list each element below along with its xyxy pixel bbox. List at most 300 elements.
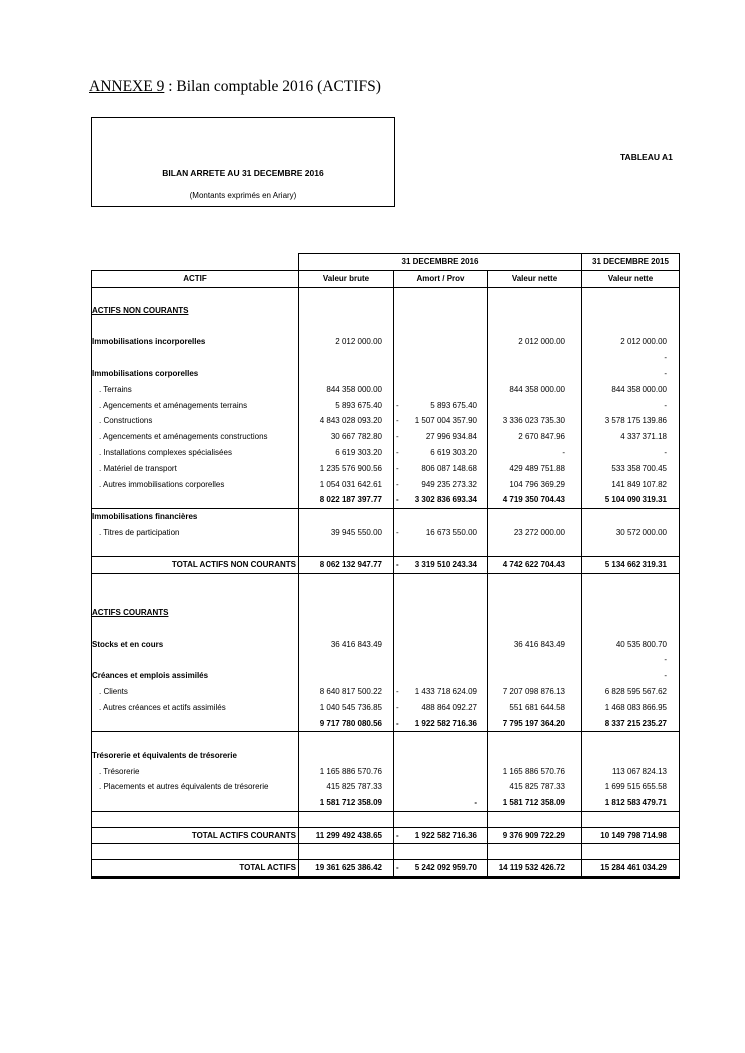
amort-prov xyxy=(394,398,488,414)
table-row xyxy=(92,445,680,461)
amort-prov xyxy=(394,589,488,605)
row-label xyxy=(92,492,299,508)
amort-prov xyxy=(394,652,488,668)
table-row xyxy=(92,429,680,445)
valeur-nette-2015-value: 113 067 824.13 xyxy=(611,766,667,776)
valeur-brute-value: 19 361 625 386.42 xyxy=(315,863,382,873)
row-label: . Autres créances et actifs assimilés xyxy=(92,700,299,716)
row-label xyxy=(92,652,299,668)
valeur-nette-2016 xyxy=(488,287,582,303)
valeur-nette-2015 xyxy=(582,589,680,605)
valeur-nette-2015 xyxy=(582,700,680,716)
valeur-brute-value: 415 825 787.33 xyxy=(326,782,382,792)
amort-prov xyxy=(394,541,488,557)
valeur-nette-2016 xyxy=(488,319,582,335)
currency-note: (Montants exprimés en Ariary) xyxy=(189,191,297,200)
period-2016: 31 DECEMBRE 2016 xyxy=(299,254,582,271)
row-label xyxy=(92,795,299,811)
valeur-brute-value: 30 667 782.80 xyxy=(330,432,382,442)
valeur-nette-2016 xyxy=(488,844,582,860)
valeur-nette-2015-value: - xyxy=(664,671,667,681)
valeur-brute xyxy=(299,827,394,844)
valeur-nette-2015 xyxy=(582,287,680,303)
table-row xyxy=(92,652,680,668)
valeur-nette-2016-value: 7 795 197 364.20 xyxy=(502,718,565,728)
valeur-nette-2016 xyxy=(488,573,582,589)
amort-prov xyxy=(394,461,488,477)
valeur-nette-2016 xyxy=(488,350,582,366)
valeur-nette-2016 xyxy=(488,589,582,605)
sign-dash: - xyxy=(396,718,399,728)
valeur-nette-2016-value: 429 489 751.88 xyxy=(509,463,565,473)
valeur-nette-2015 xyxy=(582,303,680,319)
table-row xyxy=(92,605,680,621)
table-row xyxy=(92,525,680,541)
valeur-brute xyxy=(299,509,394,525)
valeur-nette-2015 xyxy=(582,445,680,461)
valeur-brute xyxy=(299,492,394,508)
valeur-nette-2016 xyxy=(488,477,582,493)
blank-row xyxy=(92,589,680,605)
valeur-nette-2015-value: - xyxy=(664,400,667,410)
amort-prov-value: 3 319 510 243.34 xyxy=(414,560,477,570)
valeur-nette-2016-value: 23 272 000.00 xyxy=(513,528,565,538)
row-label: TOTAL ACTIFS xyxy=(92,860,299,878)
valeur-nette-2016 xyxy=(488,557,582,574)
amort-prov xyxy=(394,509,488,525)
amort-prov xyxy=(394,827,488,844)
valeur-nette-2015-value: 2 012 000.00 xyxy=(620,337,667,347)
sign-dash: - xyxy=(396,863,399,873)
amort-prov-value: 5 242 092 959.70 xyxy=(414,863,477,873)
amort-prov xyxy=(394,700,488,716)
amort-prov xyxy=(394,795,488,811)
table-row xyxy=(92,413,680,429)
valeur-nette-2015 xyxy=(582,748,680,764)
table-row xyxy=(92,748,680,764)
valeur-nette-2016 xyxy=(488,541,582,557)
annex-caption: : Bilan comptable 2016 (ACTIFS) xyxy=(164,78,381,95)
amort-prov-value: 1 922 582 716.36 xyxy=(414,830,477,840)
valeur-brute-value: 1 235 576 900.56 xyxy=(319,463,382,473)
table-reference: TABLEAU A1 xyxy=(620,152,673,162)
valeur-nette-2015-value: 1 468 083 866.95 xyxy=(604,702,667,712)
valeur-nette-2015 xyxy=(582,573,680,589)
table-row xyxy=(92,334,680,350)
sign-dash: - xyxy=(396,416,399,426)
valeur-nette-2015 xyxy=(582,811,680,827)
valeur-brute xyxy=(299,525,394,541)
amort-prov xyxy=(394,860,488,878)
table-row xyxy=(92,492,680,508)
valeur-brute-value: 1 165 886 570.76 xyxy=(319,766,382,776)
valeur-nette-2016 xyxy=(488,732,582,748)
amort-prov xyxy=(394,573,488,589)
valeur-nette-2015-value: 1 699 515 655.58 xyxy=(604,782,667,792)
row-label: ACTIFS COURANTS xyxy=(92,605,299,621)
table-row xyxy=(92,668,680,684)
valeur-nette-2015 xyxy=(582,779,680,795)
table-row xyxy=(92,637,680,653)
valeur-nette-2016-value: 2 670 847.96 xyxy=(518,432,565,442)
period-header-empty xyxy=(92,254,299,271)
valeur-nette-2016 xyxy=(488,637,582,653)
amort-prov-value: 6 619 303.20 xyxy=(430,448,477,458)
valeur-nette-2016 xyxy=(488,700,582,716)
valeur-nette-2015-value: - xyxy=(664,448,667,458)
valeur-nette-2015 xyxy=(582,477,680,493)
sign-dash: - xyxy=(396,432,399,442)
valeur-nette-2016 xyxy=(488,668,582,684)
amort-prov xyxy=(394,732,488,748)
valeur-brute xyxy=(299,652,394,668)
sign-dash: - xyxy=(396,400,399,410)
valeur-nette-2016 xyxy=(488,860,582,878)
row-label: Créances et emplois assimilés xyxy=(92,668,299,684)
amort-prov xyxy=(394,684,488,700)
table-row xyxy=(92,795,680,811)
valeur-brute xyxy=(299,589,394,605)
valeur-nette-2016-value: 4 742 622 704.43 xyxy=(502,560,565,570)
row-label: . Constructions xyxy=(92,413,299,429)
table-row xyxy=(92,477,680,493)
table-row xyxy=(92,779,680,795)
valeur-nette-2015 xyxy=(582,398,680,414)
sign-dash: - xyxy=(396,495,399,505)
row-label xyxy=(92,844,299,860)
valeur-nette-2016 xyxy=(488,525,582,541)
blank-row xyxy=(92,732,680,748)
valeur-nette-2016 xyxy=(488,382,582,398)
table-row xyxy=(92,382,680,398)
table-row xyxy=(92,684,680,700)
valeur-brute xyxy=(299,477,394,493)
amort-prov xyxy=(394,366,488,382)
sign-dash: - xyxy=(396,448,399,458)
valeur-nette-2016-value: 3 336 023 735.30 xyxy=(502,416,565,426)
valeur-nette-2016-value: 2 012 000.00 xyxy=(518,337,565,347)
row-label: . Matériel de transport xyxy=(92,461,299,477)
amort-prov xyxy=(394,445,488,461)
valeur-nette-2015-value: - xyxy=(664,353,667,363)
period-header-row xyxy=(92,254,680,271)
row-label xyxy=(92,287,299,303)
valeur-nette-2016-value: 9 376 909 722.29 xyxy=(502,830,565,840)
amort-prov xyxy=(394,748,488,764)
amort-prov-value: 1 922 582 716.36 xyxy=(414,718,477,728)
valeur-nette-2015-value: 10 149 798 714.98 xyxy=(600,830,667,840)
sign-dash: - xyxy=(396,479,399,489)
annex-label: ANNEXE 9 xyxy=(89,78,165,95)
sign-dash: - xyxy=(396,687,399,697)
amort-prov xyxy=(394,525,488,541)
valeur-nette-2016-value: 14 119 532 426.72 xyxy=(498,863,565,873)
amort-prov xyxy=(394,716,488,732)
valeur-nette-2016 xyxy=(488,366,582,382)
valeur-nette-2015 xyxy=(582,795,680,811)
valeur-nette-2016 xyxy=(488,445,582,461)
amort-prov xyxy=(394,637,488,653)
valeur-brute-value: 11 299 492 438.65 xyxy=(315,830,382,840)
row-label: . Terrains xyxy=(92,382,299,398)
col-header-valeur-brute: Valeur brute xyxy=(299,270,394,287)
valeur-brute xyxy=(299,605,394,621)
sign-dash: - xyxy=(396,528,399,538)
valeur-nette-2016 xyxy=(488,413,582,429)
valeur-nette-2016-value: 551 681 644.58 xyxy=(509,702,565,712)
amort-prov-value: 3 302 836 693.34 xyxy=(414,495,477,505)
valeur-brute-value: 6 619 303.20 xyxy=(335,448,382,458)
row-label xyxy=(92,541,299,557)
valeur-nette-2016 xyxy=(488,334,582,350)
valeur-brute xyxy=(299,319,394,335)
row-label xyxy=(92,319,299,335)
valeur-nette-2016-value: - xyxy=(562,448,565,458)
row-label xyxy=(92,811,299,827)
valeur-brute xyxy=(299,779,394,795)
valeur-nette-2016 xyxy=(488,492,582,508)
table-row xyxy=(92,700,680,716)
valeur-nette-2015 xyxy=(582,652,680,668)
valeur-nette-2015 xyxy=(582,413,680,429)
amort-prov-value: 27 996 934.84 xyxy=(425,432,477,442)
valeur-nette-2015-value: 15 284 461 034.29 xyxy=(600,863,667,873)
valeur-nette-2015-value: - xyxy=(664,369,667,379)
row-label: Immobilisations corporelles xyxy=(92,366,299,382)
valeur-nette-2015 xyxy=(582,684,680,700)
valeur-brute xyxy=(299,621,394,637)
valeur-nette-2015 xyxy=(582,605,680,621)
valeur-brute xyxy=(299,429,394,445)
row-label: . Placements et autres équivalents de trésorerie xyxy=(92,779,299,795)
valeur-brute xyxy=(299,557,394,574)
valeur-nette-2015 xyxy=(582,621,680,637)
col-header-actif: ACTIF xyxy=(92,270,299,287)
blank-row xyxy=(92,811,680,827)
valeur-nette-2015 xyxy=(582,844,680,860)
amort-prov xyxy=(394,557,488,574)
amort-prov xyxy=(394,287,488,303)
amort-prov xyxy=(394,621,488,637)
valeur-nette-2015 xyxy=(582,319,680,335)
balance-sheet-table xyxy=(91,253,680,879)
valeur-brute xyxy=(299,811,394,827)
valeur-brute xyxy=(299,334,394,350)
valeur-nette-2015-value: 5 104 090 319.31 xyxy=(604,495,667,505)
valeur-nette-2015 xyxy=(582,492,680,508)
valeur-brute xyxy=(299,844,394,860)
period-2015: 31 DECEMBRE 2015 xyxy=(582,254,680,271)
amort-prov xyxy=(394,811,488,827)
valeur-nette-2015 xyxy=(582,541,680,557)
valeur-nette-2015 xyxy=(582,461,680,477)
col-header-valeur-nette-2016: Valeur nette xyxy=(488,270,582,287)
valeur-nette-2015-value: 5 134 662 319.31 xyxy=(604,560,667,570)
amort-prov-value: 16 673 550.00 xyxy=(425,528,477,538)
blank-row xyxy=(92,621,680,637)
valeur-brute xyxy=(299,303,394,319)
row-label: Stocks et en cours xyxy=(92,637,299,653)
row-label xyxy=(92,621,299,637)
valeur-nette-2016 xyxy=(488,716,582,732)
valeur-brute xyxy=(299,748,394,764)
valeur-nette-2015 xyxy=(582,860,680,878)
table-row xyxy=(92,764,680,780)
valeur-nette-2015 xyxy=(582,350,680,366)
valeur-nette-2015 xyxy=(582,668,680,684)
row-label: . Installations complexes spécialisées xyxy=(92,445,299,461)
blank-row xyxy=(92,319,680,335)
valeur-brute xyxy=(299,637,394,653)
valeur-nette-2015-value: 533 358 700.45 xyxy=(611,463,667,473)
row-label: TOTAL ACTIFS NON COURANTS xyxy=(92,557,299,574)
amort-prov xyxy=(394,413,488,429)
valeur-nette-2015 xyxy=(582,334,680,350)
table-row xyxy=(92,860,680,878)
valeur-nette-2016 xyxy=(488,779,582,795)
valeur-nette-2015-value: 141 849 107.82 xyxy=(611,479,667,489)
row-label: Trésorerie et équivalents de trésorerie xyxy=(92,748,299,764)
table-row xyxy=(92,303,680,319)
valeur-brute xyxy=(299,541,394,557)
table-row xyxy=(92,509,680,525)
valeur-brute-value: 1 054 031 642.61 xyxy=(319,479,382,489)
valeur-brute-value: 4 843 028 093.20 xyxy=(319,416,382,426)
valeur-nette-2016 xyxy=(488,748,582,764)
valeur-nette-2015-value: 40 535 800.70 xyxy=(615,639,667,649)
valeur-nette-2015 xyxy=(582,557,680,574)
amort-prov xyxy=(394,429,488,445)
blank-row xyxy=(92,573,680,589)
amort-prov xyxy=(394,319,488,335)
table-row xyxy=(92,398,680,414)
amort-prov-value: - xyxy=(474,798,477,808)
amort-prov-value: 1 433 718 624.09 xyxy=(414,687,477,697)
row-label xyxy=(92,573,299,589)
valeur-brute xyxy=(299,573,394,589)
amort-prov-value: 806 087 148.68 xyxy=(421,463,477,473)
table-row xyxy=(92,557,680,574)
col-header-amort-prov: Amort / Prov xyxy=(394,270,488,287)
valeur-brute xyxy=(299,795,394,811)
row-label: ACTIFS NON COURANTS xyxy=(92,303,299,319)
table-row xyxy=(92,366,680,382)
amort-prov-value: 1 507 004 357.90 xyxy=(414,416,477,426)
valeur-brute xyxy=(299,350,394,366)
valeur-brute-value: 36 416 843.49 xyxy=(330,639,382,649)
valeur-nette-2015 xyxy=(582,827,680,844)
valeur-nette-2016-value: 415 825 787.33 xyxy=(509,782,565,792)
valeur-nette-2015-value: 3 578 175 139.86 xyxy=(604,416,667,426)
amort-prov-value: 488 864 092.27 xyxy=(421,702,477,712)
amort-prov xyxy=(394,382,488,398)
valeur-nette-2016-value: 844 358 000.00 xyxy=(509,384,565,394)
amort-prov xyxy=(394,844,488,860)
valeur-nette-2016 xyxy=(488,303,582,319)
valeur-nette-2015-value: 30 572 000.00 xyxy=(615,528,667,538)
amort-prov xyxy=(394,350,488,366)
valeur-nette-2016 xyxy=(488,605,582,621)
valeur-brute xyxy=(299,764,394,780)
amort-prov-value: 949 235 273.32 xyxy=(421,479,477,489)
valeur-nette-2015 xyxy=(582,366,680,382)
sign-dash: - xyxy=(396,560,399,570)
valeur-nette-2015-value: - xyxy=(664,655,667,665)
valeur-brute xyxy=(299,366,394,382)
header-box xyxy=(91,117,395,207)
valeur-nette-2016 xyxy=(488,429,582,445)
table-row xyxy=(92,350,680,366)
amort-prov xyxy=(394,303,488,319)
valeur-nette-2016 xyxy=(488,684,582,700)
amort-prov xyxy=(394,668,488,684)
valeur-nette-2016 xyxy=(488,764,582,780)
row-label xyxy=(92,350,299,366)
valeur-nette-2016-value: 7 207 098 876.13 xyxy=(502,687,565,697)
valeur-nette-2016 xyxy=(488,795,582,811)
amort-prov xyxy=(394,477,488,493)
blank-row xyxy=(92,844,680,860)
valeur-brute xyxy=(299,684,394,700)
valeur-brute-value: 2 012 000.00 xyxy=(335,337,382,347)
blank-row xyxy=(92,541,680,557)
valeur-brute xyxy=(299,732,394,748)
row-label: . Agencements et aménagements constructions xyxy=(92,429,299,445)
valeur-nette-2015 xyxy=(582,525,680,541)
valeur-brute-value: 5 893 675.40 xyxy=(335,400,382,410)
valeur-nette-2016 xyxy=(488,827,582,844)
valeur-nette-2016 xyxy=(488,621,582,637)
valeur-nette-2015 xyxy=(582,764,680,780)
valeur-nette-2016 xyxy=(488,652,582,668)
valeur-nette-2015-value: 844 358 000.00 xyxy=(611,384,667,394)
valeur-brute xyxy=(299,461,394,477)
valeur-nette-2016-value: 104 796 369.29 xyxy=(509,479,565,489)
valeur-nette-2015 xyxy=(582,382,680,398)
valeur-nette-2015-value: 1 812 583 479.71 xyxy=(604,798,667,808)
table-row xyxy=(92,716,680,732)
valeur-nette-2015-value: 8 337 215 235.27 xyxy=(604,718,667,728)
sign-dash: - xyxy=(396,830,399,840)
sign-dash: - xyxy=(396,463,399,473)
valeur-brute xyxy=(299,445,394,461)
row-label: Immobilisations financières xyxy=(92,509,299,525)
valeur-brute-value: 1 040 545 736.85 xyxy=(319,702,382,712)
row-label: . Trésorerie xyxy=(92,764,299,780)
row-label: TOTAL ACTIFS COURANTS xyxy=(92,827,299,844)
amort-prov xyxy=(394,779,488,795)
valeur-brute-value: 8 022 187 397.77 xyxy=(319,495,382,505)
valeur-nette-2015-value: 4 337 371.18 xyxy=(620,432,667,442)
valeur-nette-2016-value: 36 416 843.49 xyxy=(513,639,565,649)
amort-prov-value: 5 893 675.40 xyxy=(430,400,477,410)
valeur-nette-2016-value: 1 165 886 570.76 xyxy=(502,766,565,776)
amort-prov xyxy=(394,764,488,780)
valeur-brute xyxy=(299,668,394,684)
valeur-nette-2016 xyxy=(488,811,582,827)
table-row xyxy=(92,461,680,477)
table-row xyxy=(92,827,680,844)
balance-title: BILAN ARRETE AU 31 DECEMBRE 2016 xyxy=(162,168,324,178)
valeur-brute xyxy=(299,700,394,716)
column-header-row xyxy=(92,270,680,287)
row-label xyxy=(92,716,299,732)
blank-row xyxy=(92,287,680,303)
valeur-nette-2015-value: 6 828 595 567.62 xyxy=(604,687,667,697)
row-label: Immobilisations incorporelles xyxy=(92,334,299,350)
row-label xyxy=(92,732,299,748)
valeur-brute-value: 8 640 817 500.22 xyxy=(319,687,382,697)
